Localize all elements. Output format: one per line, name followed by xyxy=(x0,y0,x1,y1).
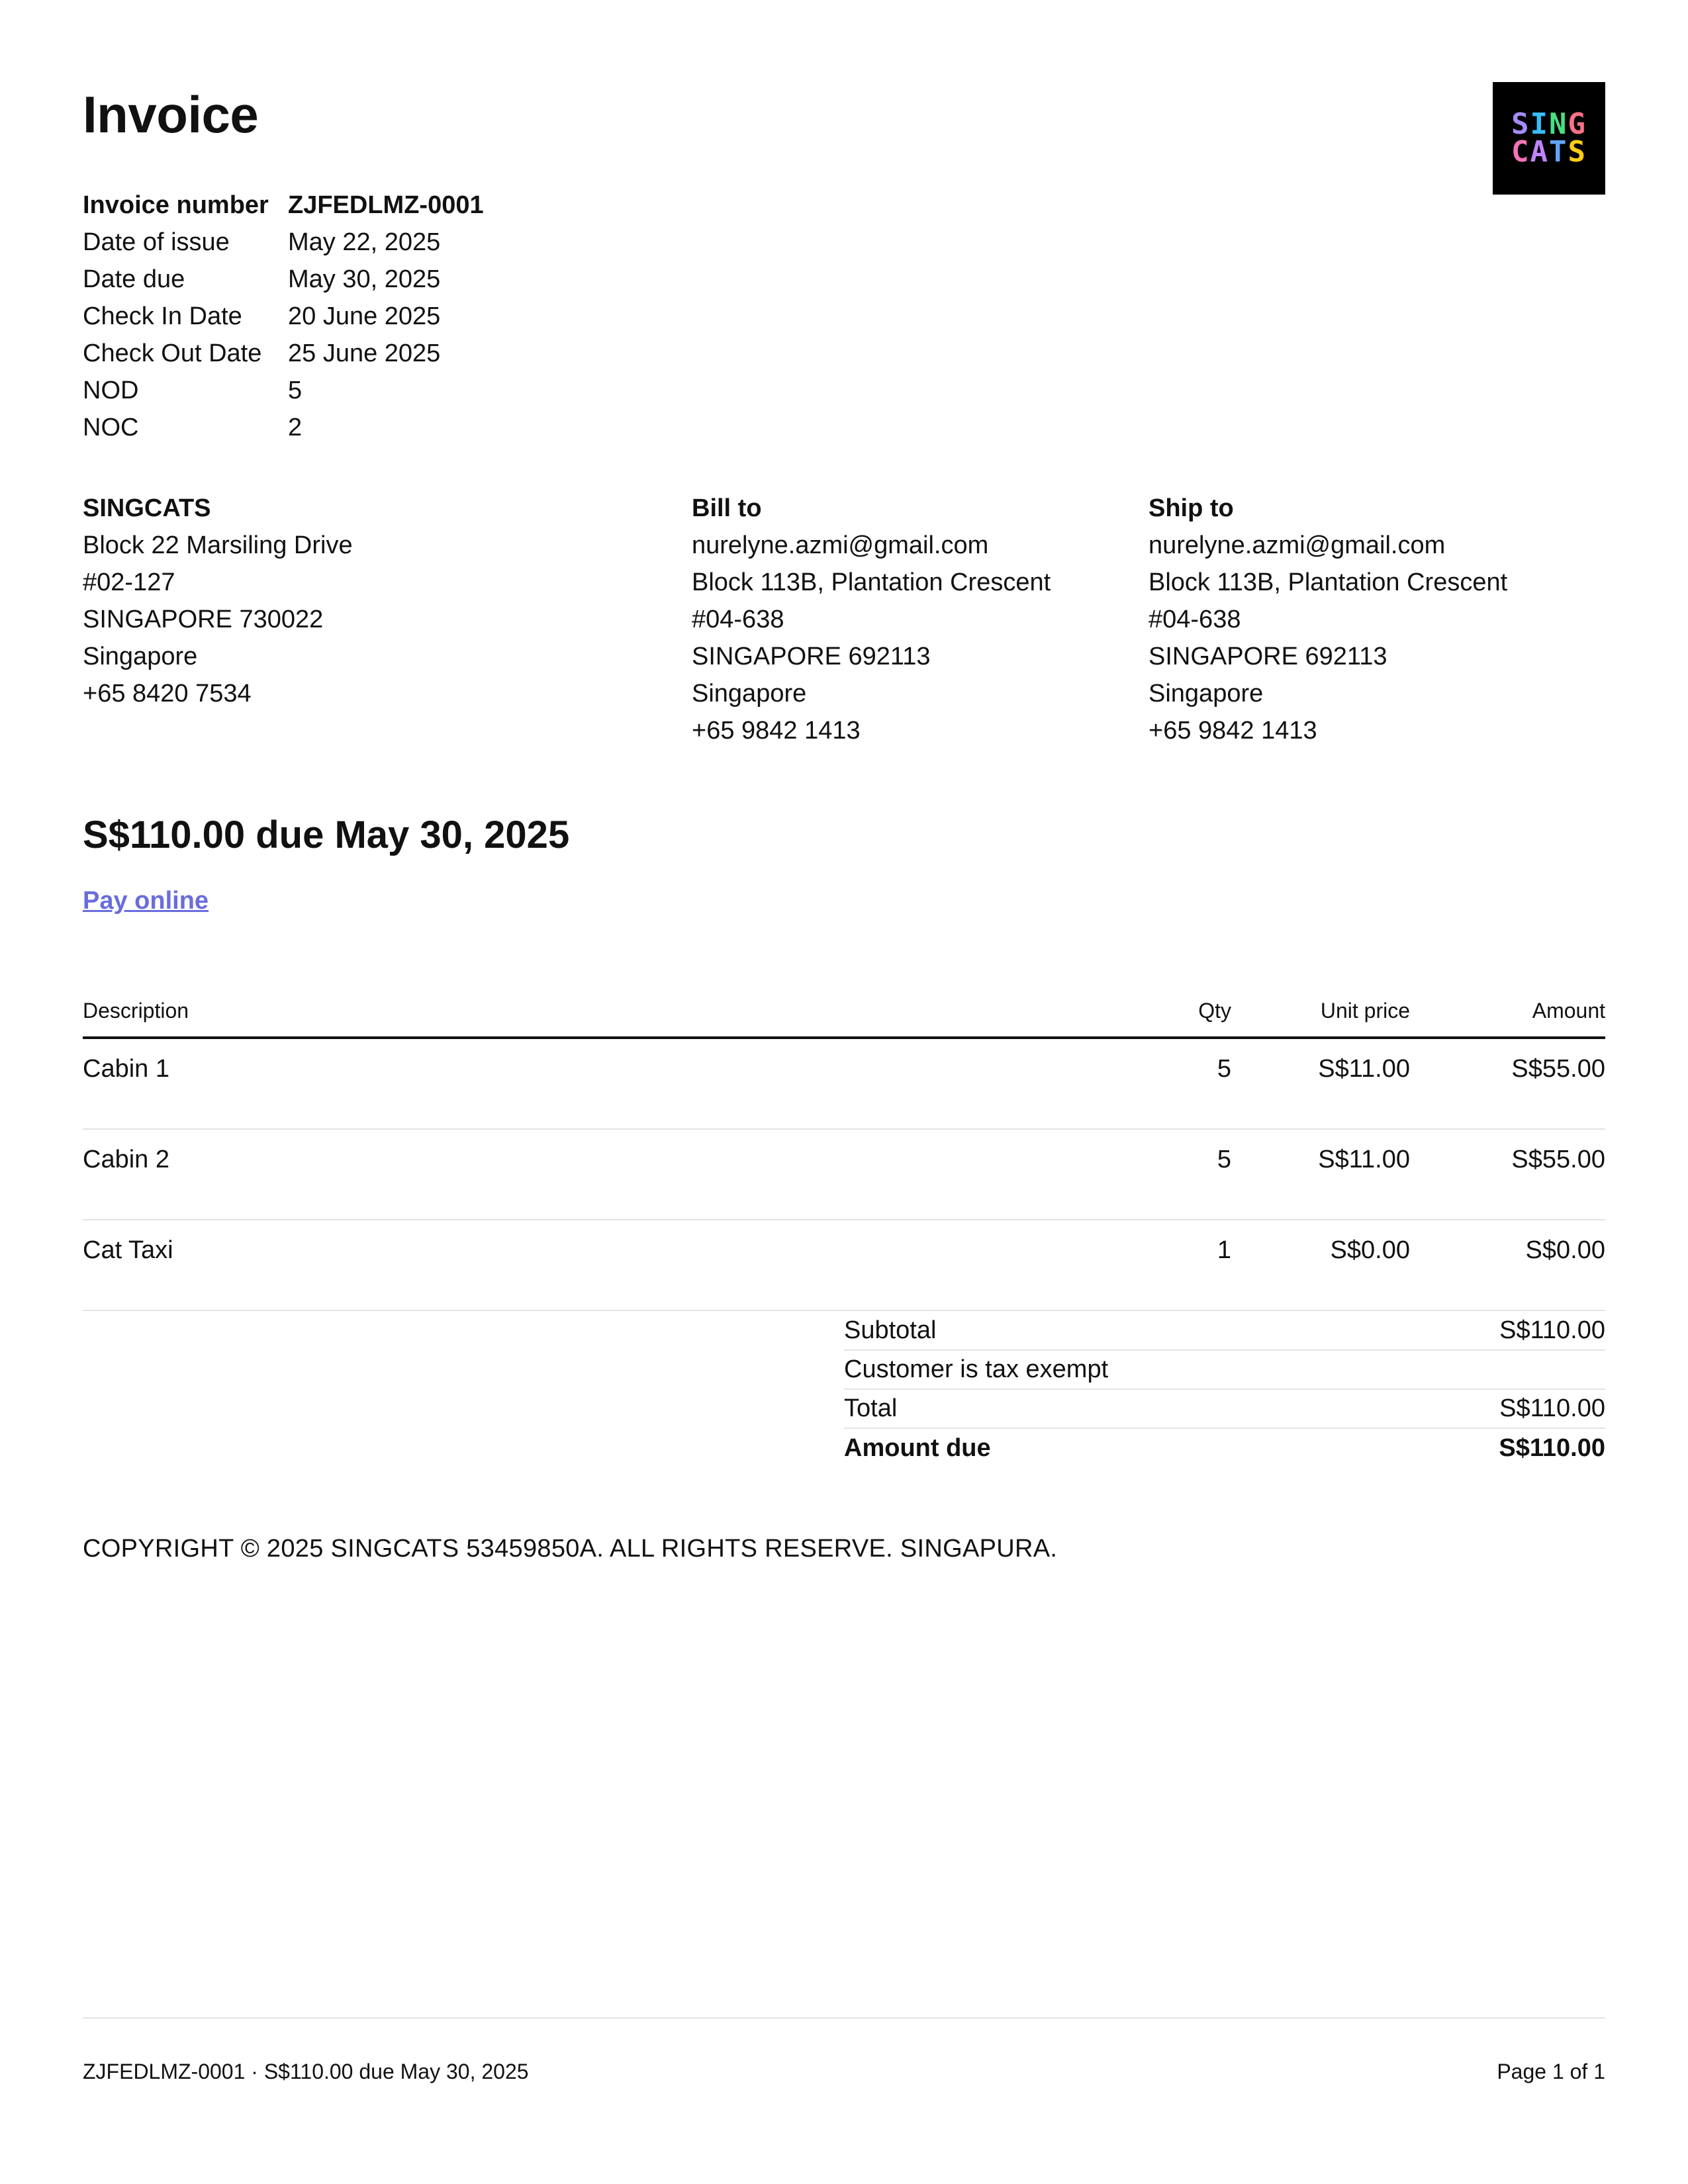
logo-line-2 xyxy=(1511,135,1587,169)
logo-letter: I xyxy=(1530,107,1549,141)
invoice-title: Invoice xyxy=(83,85,259,144)
meta-row-nod xyxy=(83,372,484,409)
check-out-date-value: 25 June 2025 xyxy=(288,340,441,367)
address-line: SINGAPORE 692113 xyxy=(692,643,931,670)
footer-divider xyxy=(83,2017,1605,2019)
pay-online-link[interactable]: Pay online xyxy=(83,887,209,915)
table-row xyxy=(83,1220,1605,1311)
invoice-page xyxy=(83,0,1605,2184)
amount-due-row xyxy=(844,1429,1605,1468)
footer-summary: ZJFEDLMZ-0001 · S$110.00 due May 30, 2025 xyxy=(83,2060,529,2083)
meta-row-check-in-date xyxy=(83,298,484,335)
logo-letter: C xyxy=(1511,135,1530,169)
total-value: S$110.00 xyxy=(1499,1394,1605,1422)
logo-letter: N xyxy=(1549,107,1568,141)
totals-summary xyxy=(844,1312,1605,1468)
amount-due-heading: S$110.00 due May 30, 2025 xyxy=(83,813,570,856)
tax-exempt-label: Customer is tax exempt xyxy=(844,1355,1109,1383)
subtotal-label: Subtotal xyxy=(844,1316,937,1344)
logo-line-1 xyxy=(1511,107,1587,141)
address-line: SINGAPORE 730022 xyxy=(83,606,324,633)
address-line: #04-638 xyxy=(1149,606,1241,633)
meta-label: Date of issue xyxy=(83,228,230,256)
address-line: Singapore xyxy=(692,680,807,707)
line-items-table xyxy=(83,986,1605,1311)
header-unit-price: Unit price xyxy=(1320,999,1410,1023)
email-address: nurelyne.azmi@gmail.com xyxy=(1149,531,1446,559)
meta-row-noc xyxy=(83,409,484,446)
tax-exempt-row xyxy=(844,1351,1605,1390)
email-address: nurelyne.azmi@gmail.com xyxy=(692,531,989,559)
logo-letter: S xyxy=(1511,107,1530,141)
ship-to-address xyxy=(1149,490,1507,749)
phone-number: +65 9842 1413 xyxy=(1149,717,1317,745)
header-description: Description xyxy=(83,999,189,1023)
bill-to-heading: Bill to xyxy=(692,494,762,522)
meta-label: Check Out Date xyxy=(83,340,262,367)
page-number: Page 1 of 1 xyxy=(1497,2060,1605,2083)
nod-value: 5 xyxy=(288,377,303,404)
invoice-number-value: ZJFEDLMZ-0001 xyxy=(288,191,484,219)
amount-due-label: Amount due xyxy=(844,1434,991,1462)
amount-due-value: S$110.00 xyxy=(1499,1434,1605,1462)
meta-row-check-out-date xyxy=(83,335,484,372)
meta-row-invoice-number xyxy=(83,187,484,224)
check-in-date-value: 20 June 2025 xyxy=(288,302,441,330)
bill-to-address xyxy=(692,490,1051,749)
logo-letter: T xyxy=(1549,135,1568,169)
noc-value: 2 xyxy=(288,414,303,441)
address-line: SINGAPORE 692113 xyxy=(1149,643,1387,670)
item-qty: 1 xyxy=(1217,1236,1231,1264)
address-line: #04-638 xyxy=(692,606,784,633)
singcats-logo xyxy=(1493,82,1605,195)
header-amount: Amount xyxy=(1532,999,1605,1023)
item-description: Cat Taxi xyxy=(83,1236,173,1264)
item-amount: S$55.00 xyxy=(1511,1055,1605,1083)
item-qty: 5 xyxy=(1217,1146,1231,1173)
date-due-value: May 30, 2025 xyxy=(288,265,441,293)
meta-row-date-of-issue xyxy=(83,224,484,261)
phone-number: +65 9842 1413 xyxy=(692,717,861,745)
address-line: Block 113B, Plantation Crescent xyxy=(692,569,1051,596)
ship-to-heading: Ship to xyxy=(1149,494,1234,522)
subtotal-row xyxy=(844,1312,1605,1351)
seller-address xyxy=(83,490,353,712)
total-label: Total xyxy=(844,1394,898,1422)
total-row xyxy=(844,1390,1605,1429)
item-unit-price: S$11.00 xyxy=(1318,1146,1410,1173)
subtotal-value: S$110.00 xyxy=(1499,1316,1605,1344)
item-amount: S$0.00 xyxy=(1525,1236,1605,1264)
table-row xyxy=(83,1130,1605,1220)
meta-label: NOC xyxy=(83,414,139,441)
meta-row-date-due xyxy=(83,261,484,298)
table-row xyxy=(83,1039,1605,1130)
address-line: #02-127 xyxy=(83,569,175,596)
logo-letter: S xyxy=(1568,135,1587,169)
invoice-meta xyxy=(83,187,484,446)
meta-label: Date due xyxy=(83,265,185,293)
copyright-notice: COPYRIGHT © 2025 SINGCATS 53459850A. ALL RIGHTS RESERVE. SINGAPURA. xyxy=(83,1535,1058,1563)
logo-letter: A xyxy=(1530,135,1549,169)
logo-letter: G xyxy=(1568,107,1587,141)
item-description: Cabin 2 xyxy=(83,1146,169,1173)
item-unit-price: S$11.00 xyxy=(1318,1055,1410,1083)
address-line: Block 22 Marsiling Drive xyxy=(83,531,353,559)
meta-label: NOD xyxy=(83,377,139,404)
meta-label: Invoice number xyxy=(83,191,269,219)
item-unit-price: S$0.00 xyxy=(1330,1236,1410,1264)
address-line: Singapore xyxy=(83,643,198,670)
seller-name: SINGCATS xyxy=(83,494,211,522)
address-line: Singapore xyxy=(1149,680,1264,707)
meta-label: Check In Date xyxy=(83,302,242,330)
item-description: Cabin 1 xyxy=(83,1055,169,1083)
phone-number: +65 8420 7534 xyxy=(83,680,252,707)
address-line: Block 113B, Plantation Crescent xyxy=(1149,569,1508,596)
item-amount: S$55.00 xyxy=(1511,1146,1605,1173)
item-qty: 5 xyxy=(1217,1055,1231,1083)
header-qty: Qty xyxy=(1198,999,1231,1023)
table-header-row xyxy=(83,986,1605,1039)
date-of-issue-value: May 22, 2025 xyxy=(288,228,441,256)
